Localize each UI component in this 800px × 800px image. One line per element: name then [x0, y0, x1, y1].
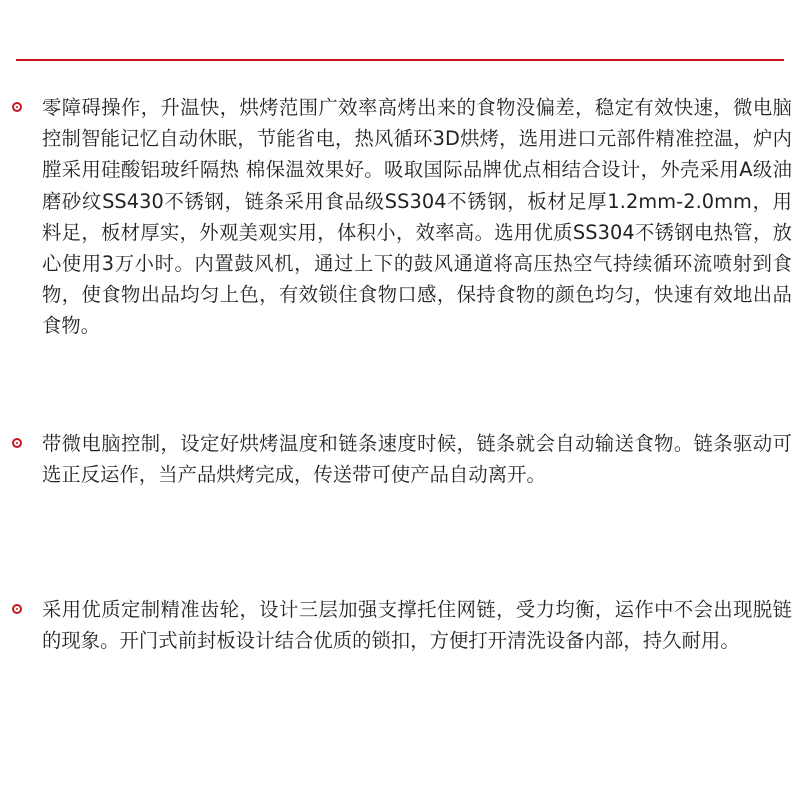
bullet-circle-icon	[12, 604, 22, 614]
bullet-circle-icon	[12, 102, 22, 112]
feature-item-1	[12, 92, 792, 342]
feature-text-3: 采用优质定制精准齿轮，设计三层加强支撑托住网链，受力均衡，运作中不会出现脱链的现象。开门式前封板设计结合优质的锁扣，方便打开清洗设备内部，持久耐用。	[42, 598, 792, 653]
feature-text-1: 零障碍操作，升温快，烘烤范围广效率高烤出来的食物没偏差，稳定有效快速，微电脑控制智能记忆自动休眠，节能省电，热风循环3D烘烤，选用进口元部件精准控温，炉内膛采用硅酸铝玻纤隔热 棉保温效果好。吸取国际品牌优点相结合设计，外壳采用A级油磨砂纹SS430不锈钢，链条采用食品级SS304不锈钢，板材足厚1.2mm-2.0mm，用料足，板材厚实，外观美观实用，体积小，效率高。选用优质SS304不锈钢电热管，放心使用3万小时。内置鼓风机，通过上下的鼓风通道将高压热空气持续循环流喷射到食物，使食物出品均匀上色，有效锁住食物口感，保持食物的颜色均匀，快速有效地出品食物。	[42, 96, 792, 338]
bullet-circle-icon	[12, 438, 22, 448]
feature-item-3	[12, 594, 792, 656]
feature-item-2	[12, 428, 792, 490]
feature-text-2: 带微电脑控制，设定好烘烤温度和链条速度时候，链条就会自动输送食物。链条驱动可选正反运作，当产品烘烤完成，传送带可使产品自动离开。	[42, 432, 792, 487]
top-divider	[16, 59, 784, 61]
